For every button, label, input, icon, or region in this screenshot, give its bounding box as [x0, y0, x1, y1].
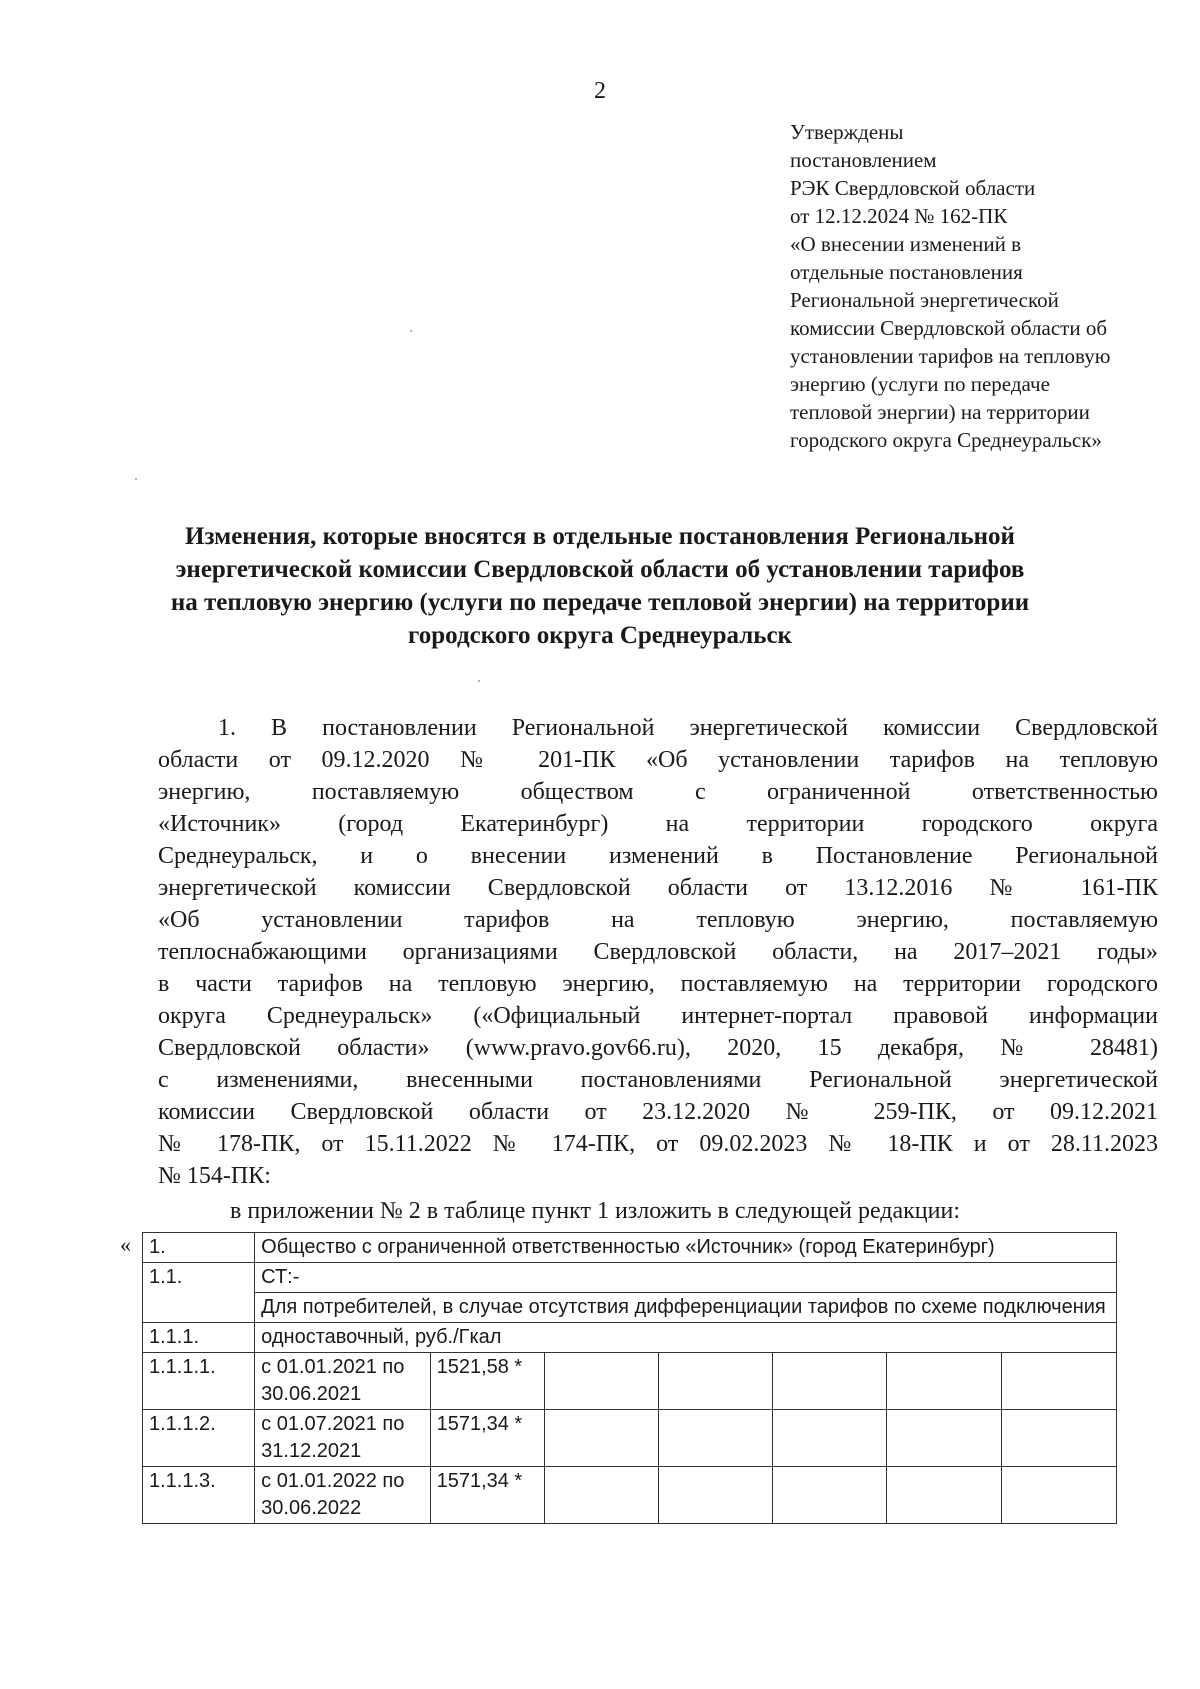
empty-cell: [887, 1467, 1001, 1524]
body-line: области от 09.12.2020 № 201-ПК «Об установлении тарифов на тепловую: [158, 747, 1158, 773]
table-row: [143, 1467, 1117, 1524]
row-number: 1.1.1.2.: [143, 1410, 255, 1467]
system-cell: СТ:-: [255, 1263, 1117, 1293]
value-cell: 1571,34 *: [430, 1467, 544, 1524]
body-paragraph: [158, 712, 1158, 1192]
row-number: 1.1.1.: [143, 1323, 255, 1353]
approval-line: установлении тарифов на тепловую: [790, 344, 1111, 368]
value-cell: 1571,34 *: [430, 1410, 544, 1467]
body-line: энергию, поставляемую обществом с ограниченной ответственностью: [158, 779, 1158, 805]
row-number: 1.1.1.1.: [143, 1353, 255, 1410]
empty-cell: [887, 1410, 1001, 1467]
approval-line: энергию (услуги по передаче: [790, 372, 1050, 396]
empty-cell: [659, 1467, 773, 1524]
body-line: «Источник» (город Екатеринбург) на территории городского округа: [158, 811, 1158, 837]
row-number: 1.: [143, 1233, 255, 1263]
approval-line: от 12.12.2024 № 162-ПК: [790, 204, 1008, 228]
title-line: городского округа Среднеуральск: [408, 622, 792, 649]
empty-cell: [1001, 1353, 1116, 1410]
body-line: Свердловской области» (www.pravo.gov66.ru), 2020, 15 декабря, № 28481): [158, 1035, 1158, 1061]
title-line: энергетической комиссии Свердловской области об установлении тарифов: [175, 556, 1025, 583]
body-line: комиссии Свердловской области от 23.12.2020 № 259-ПК, от 09.12.2021: [158, 1099, 1158, 1125]
body-line: № 154-ПК:: [158, 1163, 271, 1189]
body-line: с изменениями, внесенными постановлениями Региональной энергетической: [158, 1067, 1158, 1093]
empty-cell: [544, 1467, 658, 1524]
empty-cell: [887, 1353, 1001, 1410]
consumer-cell: Для потребителей, в случае отсутствия дифференциации тарифов по схеме подключения: [255, 1293, 1117, 1323]
approval-line: постановлением: [790, 148, 937, 172]
empty-cell: [659, 1353, 773, 1410]
empty-cell: [773, 1467, 887, 1524]
table-row: [143, 1410, 1117, 1467]
approval-line: тепловой энергии) на территории: [790, 400, 1090, 424]
approval-line: комиссии Свердловской области об: [790, 316, 1108, 340]
table-row: [143, 1263, 1117, 1293]
empty-cell: [659, 1410, 773, 1467]
empty-cell: [544, 1353, 658, 1410]
quote-open-mark: «: [120, 1232, 131, 1257]
table-intro: в приложении № 2 в таблице пункт 1 изложить в следующей редакции:: [230, 1198, 960, 1224]
period-cell: с 01.01.2021 по 30.06.2021: [255, 1353, 430, 1410]
body-line: № 178-ПК, от 15.11.2022 № 174-ПК, от 09.02.2023 № 18-ПК и от 28.11.2023: [158, 1131, 1158, 1157]
empty-cell: [1001, 1410, 1116, 1467]
title-line: на тепловую энергию (услуги по передаче тепловой энергии) на территории: [170, 589, 1030, 616]
scan-speck: [135, 478, 137, 480]
body-line: округа Среднеуральск» («Официальный интернет-портал правовой информации: [158, 1003, 1158, 1029]
body-line: 1. В постановлении Региональной энергетической комиссии Свердловской: [218, 715, 1158, 741]
empty-cell: [544, 1410, 658, 1467]
body-line: Среднеуральск, и о внесении изменений в Постановление Региональной: [158, 843, 1158, 869]
period-cell: с 01.07.2021 по 31.12.2021: [255, 1410, 430, 1467]
table-row: [143, 1353, 1117, 1410]
table-row: [143, 1293, 1117, 1323]
empty-cell: [773, 1410, 887, 1467]
body-line: теплоснабжающими организациями Свердловской области, на 2017–2021 годы»: [158, 939, 1158, 965]
title-line: Изменения, которые вносятся в отдельные постановления Региональной: [185, 523, 1015, 550]
empty-cell: [1001, 1467, 1116, 1524]
approval-line: Утверждены: [790, 120, 904, 144]
empty-cell: [773, 1353, 887, 1410]
tariff-table: [142, 1232, 1117, 1524]
body-line: «Об установлении тарифов на тепловую энергию, поставляемую: [158, 907, 1158, 933]
scan-speck: [478, 680, 480, 682]
approval-block: [790, 118, 1170, 454]
document-title: [150, 520, 1050, 652]
approval-line: Региональной энергетической: [790, 288, 1059, 312]
body-line: энергетической комиссии Свердловской области от 13.12.2016 № 161-ПК: [158, 875, 1158, 901]
scan-speck: [410, 330, 412, 332]
org-name-cell: Общество с ограниченной ответственностью «Источник» (город Екатеринбург): [255, 1233, 1117, 1263]
body-line: в части тарифов на тепловую энергию, поставляемую на территории городского: [158, 971, 1158, 997]
row-number: 1.1.: [143, 1263, 255, 1323]
table-row: [143, 1233, 1117, 1263]
tariff-type-cell: одноставочный, руб./Гкал: [255, 1323, 1117, 1353]
approval-line: РЭК Свердловской области: [790, 176, 1036, 200]
table-row: [143, 1323, 1117, 1353]
row-number: 1.1.1.3.: [143, 1467, 255, 1524]
period-cell: с 01.01.2022 по 30.06.2022: [255, 1467, 430, 1524]
approval-line: городского округа Среднеуральск»: [790, 428, 1102, 452]
page-number: 2: [594, 78, 606, 104]
approval-line: «О внесении изменений в: [790, 232, 1022, 256]
approval-line: отдельные постановления: [790, 260, 1023, 284]
value-cell: 1521,58 *: [430, 1353, 544, 1410]
